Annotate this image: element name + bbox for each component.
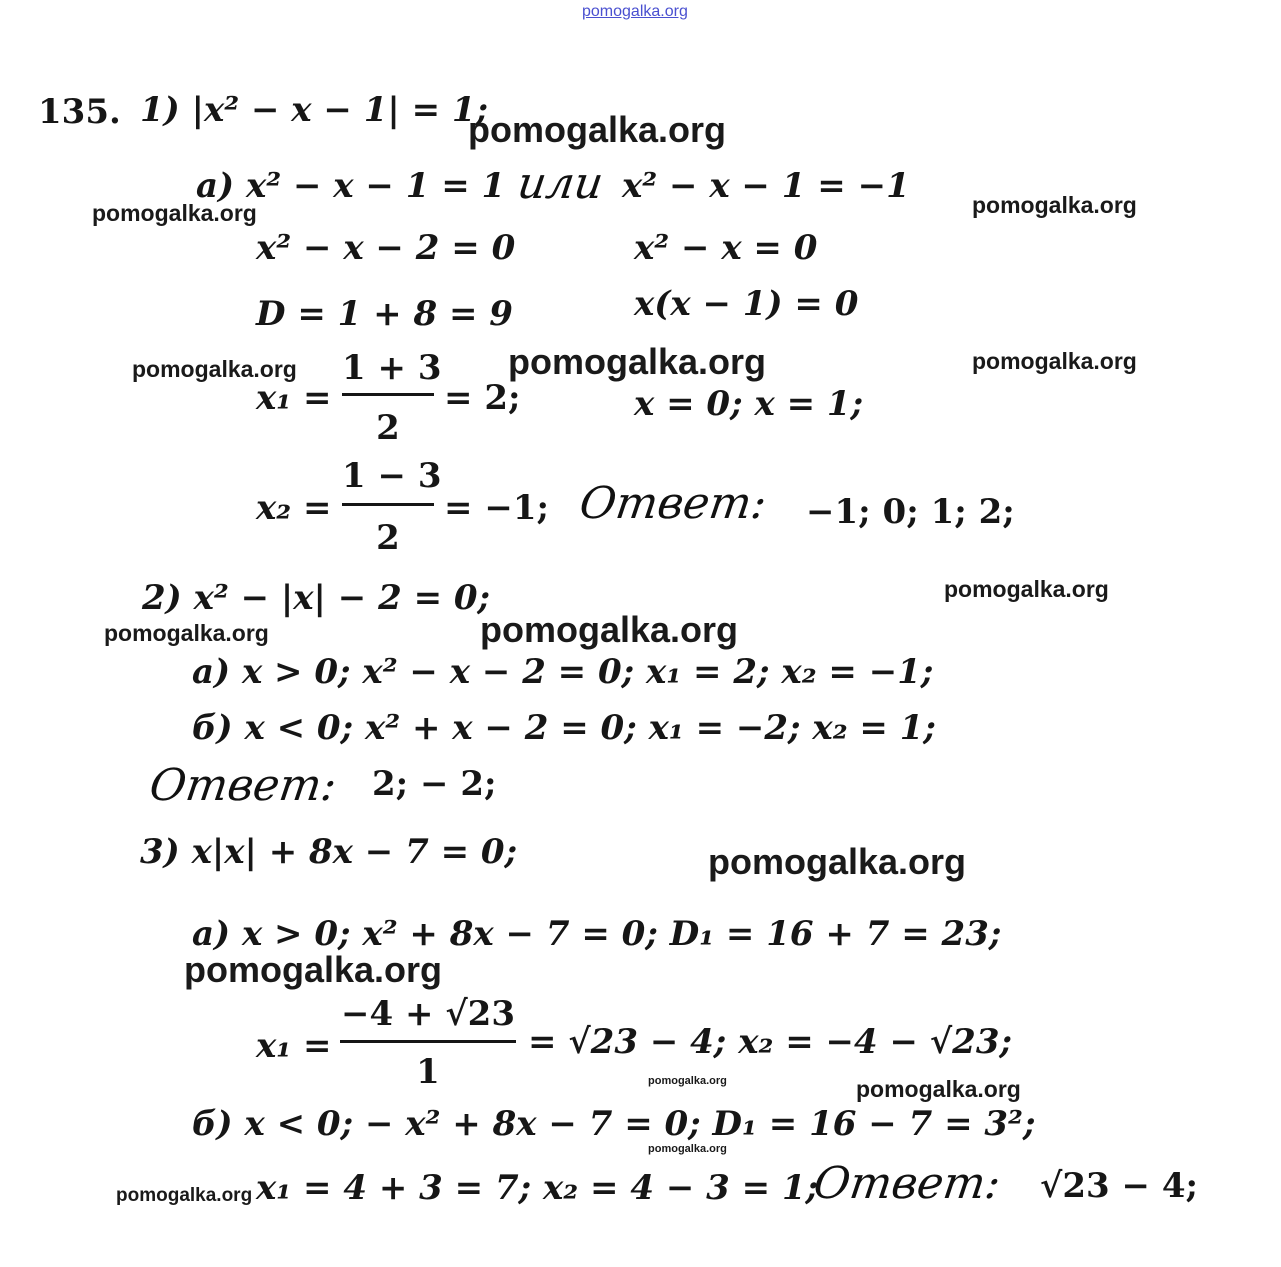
problem-number: 135. — [38, 92, 121, 132]
part3-x1-rhs: = √23 − 4; x₂ = −4 − √23; — [528, 1022, 1013, 1062]
watermark-label: pomogalka.org — [116, 1185, 253, 1206]
part1-x1-rhs: = 2; — [444, 378, 521, 418]
part2-answer-word: Ответ: — [146, 760, 340, 811]
part1-answer-word: Ответ: — [576, 478, 770, 529]
watermark-label: pomogalka.org — [972, 192, 1137, 218]
part3-line-b-roots: x₁ = 4 + 3 = 7; x₂ = 4 − 3 = 1; — [256, 1168, 819, 1208]
part3-answer-values: √23 − 4; — [1040, 1166, 1199, 1206]
watermark-label: pomogalka.org — [648, 1075, 727, 1087]
watermark-label: pomogalka.org — [184, 949, 443, 990]
watermark-label: pomogalka.org — [648, 1143, 727, 1155]
part2-answer-values: 2; − 2; — [372, 764, 497, 804]
part1-line-a: а) x² − x − 1 = 1 — [196, 166, 506, 206]
part1-line-a-alt: x² − x − 1 = −1 — [622, 166, 910, 206]
part1-x2-fraction-bar — [342, 503, 434, 506]
watermark-label: pomogalka.org — [708, 841, 967, 882]
part3-line-a: а) x > 0; x² + 8x − 7 = 0; D₁ = 16 + 7 = 23; — [192, 914, 1002, 954]
part1-roots-right: x = 0; x = 1; — [634, 384, 864, 424]
watermark-label: pomogalka.org — [856, 1076, 1021, 1102]
part1-line2-right: x² − x = 0 — [634, 228, 818, 268]
part1-x1-numerator: 1 + 3 — [342, 348, 442, 388]
watermark-label: pomogalka.org — [508, 341, 767, 382]
watermark-label: pomogalka.org — [480, 609, 739, 650]
part3-x1-denominator: 1 — [416, 1052, 440, 1092]
part1-or-word: или — [514, 158, 607, 209]
part3-line-b: б) x < 0; − x² + 8x − 7 = 0; D₁ = 16 − 7 = 3²; — [192, 1104, 1036, 1144]
part3-x1-lhs: x₁ = — [256, 1026, 332, 1066]
part1-x2-rhs: = −1; — [444, 488, 550, 528]
watermark-label: pomogalka.org — [468, 109, 727, 150]
watermark-label: pomogalka.org — [104, 620, 269, 646]
part1-header: 1) |x² − x − 1| = 1; — [140, 90, 489, 130]
part2-line-b: б) x < 0; x² + x − 2 = 0; x₁ = −2; x₂ = 1; — [192, 708, 936, 748]
part2-line-a: а) x > 0; x² − x − 2 = 0; x₁ = 2; x₂ = −1; — [192, 652, 934, 692]
part1-x2-numerator: 1 − 3 — [342, 456, 442, 496]
part1-x2-lhs: x₂ = — [256, 488, 332, 528]
part1-x1-denominator: 2 — [376, 408, 400, 448]
watermark-label: pomogalka.org — [92, 200, 257, 226]
part1-answer-values: −1; 0; 1; 2; — [806, 492, 1015, 532]
watermark-label: pomogalka.org — [972, 348, 1137, 374]
part1-line3-left: D = 1 + 8 = 9 — [256, 294, 513, 334]
part3-x1-numerator: −4 + √23 — [341, 994, 515, 1034]
watermark-label: pomogalka.org — [132, 356, 297, 382]
part1-line2-left: x² − x − 2 = 0 — [256, 228, 516, 268]
watermark-label: pomogalka.org — [944, 576, 1109, 602]
part1-x2-denominator: 2 — [376, 518, 400, 558]
part3-x1-fraction-bar — [340, 1040, 516, 1043]
part1-x1-fraction-bar — [342, 393, 434, 396]
part1-x1-lhs: x₁ = — [256, 378, 332, 418]
part2-header: 2) x² − |x| − 2 = 0; — [142, 578, 491, 618]
part3-header: 3) x|x| + 8x − 7 = 0; — [140, 832, 518, 872]
top-watermark[interactable]: pomogalka.org — [582, 3, 688, 20]
part1-line3-right: x(x − 1) = 0 — [634, 284, 859, 324]
part3-answer-word: Ответ: — [810, 1158, 1004, 1209]
